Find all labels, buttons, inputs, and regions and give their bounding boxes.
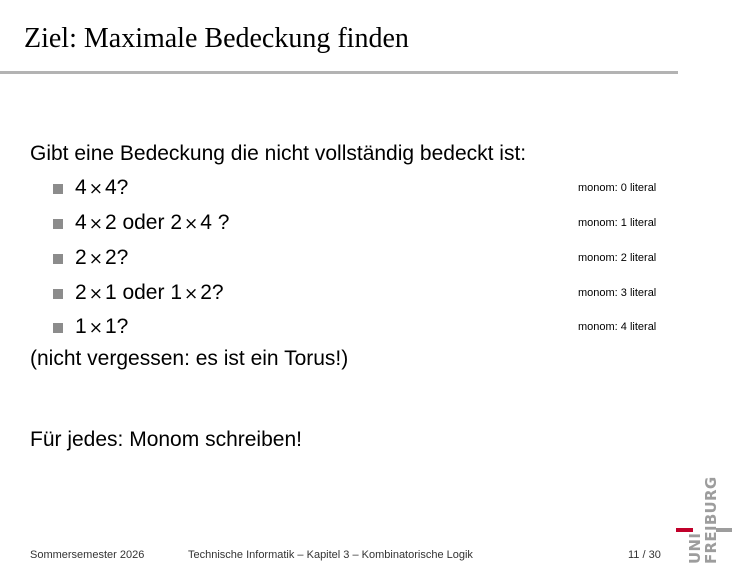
list-item-part: 1? — [104, 315, 129, 338]
logo-text-freiburg: FREIBURG — [702, 476, 720, 564]
list-item-part: 1 — [75, 315, 87, 338]
closing-text: Für jedes: Monom schreiben! — [30, 428, 302, 451]
list-item — [0, 210, 756, 236]
times-symbol: × — [184, 284, 199, 304]
list-item — [0, 175, 756, 201]
list-item-text — [75, 245, 128, 272]
times-symbol: × — [184, 214, 199, 234]
list-item-part: 2 — [75, 246, 87, 269]
square-bullet-icon — [53, 219, 63, 229]
logo-text-uni: UNI — [686, 532, 704, 564]
list-item-part: 2 oder 2 — [104, 211, 182, 234]
times-symbol: × — [88, 318, 103, 338]
list-item-part: 4? — [104, 176, 129, 199]
square-bullet-icon — [53, 323, 63, 333]
list-item-text — [75, 210, 229, 237]
list-item-part: 2? — [104, 246, 129, 269]
times-symbol: × — [88, 249, 103, 269]
square-bullet-icon — [53, 184, 63, 194]
footer-course: Technische Informatik – Kapitel 3 – Kombinatorische Logik — [188, 549, 473, 561]
footer-page-number: 11 / 30 — [628, 549, 661, 561]
list-item-part: 4 — [75, 211, 87, 234]
square-bullet-icon — [53, 289, 63, 299]
torus-note: (nicht vergessen: es ist ein Torus!) — [30, 347, 349, 370]
list-item — [0, 314, 756, 340]
monom-note: monom: 1 literal — [578, 217, 657, 229]
footer-semester: Sommersemester 2026 — [30, 549, 145, 561]
list-item-part: 2 — [75, 281, 87, 304]
slide-title: Ziel: Maximale Bedeckung finden — [24, 23, 409, 54]
monom-note: monom: 2 literal — [578, 252, 657, 264]
list-item-part: 4 ? — [200, 211, 230, 234]
times-symbol: × — [88, 179, 103, 199]
list-item — [0, 245, 756, 271]
list-item — [0, 280, 756, 306]
square-bullet-icon — [53, 254, 63, 264]
title-divider — [0, 71, 678, 74]
times-symbol: × — [88, 214, 103, 234]
times-symbol: × — [88, 284, 103, 304]
monom-note: monom: 3 literal — [578, 287, 657, 299]
list-item-part: 4 — [75, 176, 87, 199]
list-item-text — [75, 280, 224, 307]
list-item-part: 2? — [200, 281, 224, 304]
monom-note: monom: 0 literal — [578, 182, 657, 194]
list-item-text — [75, 175, 128, 202]
monom-note: monom: 4 literal — [578, 321, 657, 333]
list-item-part: 1 oder 1 — [104, 281, 182, 304]
university-logo — [676, 478, 756, 567]
list-item-text — [75, 314, 128, 341]
logo-red-bar — [676, 528, 693, 532]
intro-text: Gibt eine Bedeckung die nicht vollständig bedeckt ist: — [30, 142, 527, 165]
